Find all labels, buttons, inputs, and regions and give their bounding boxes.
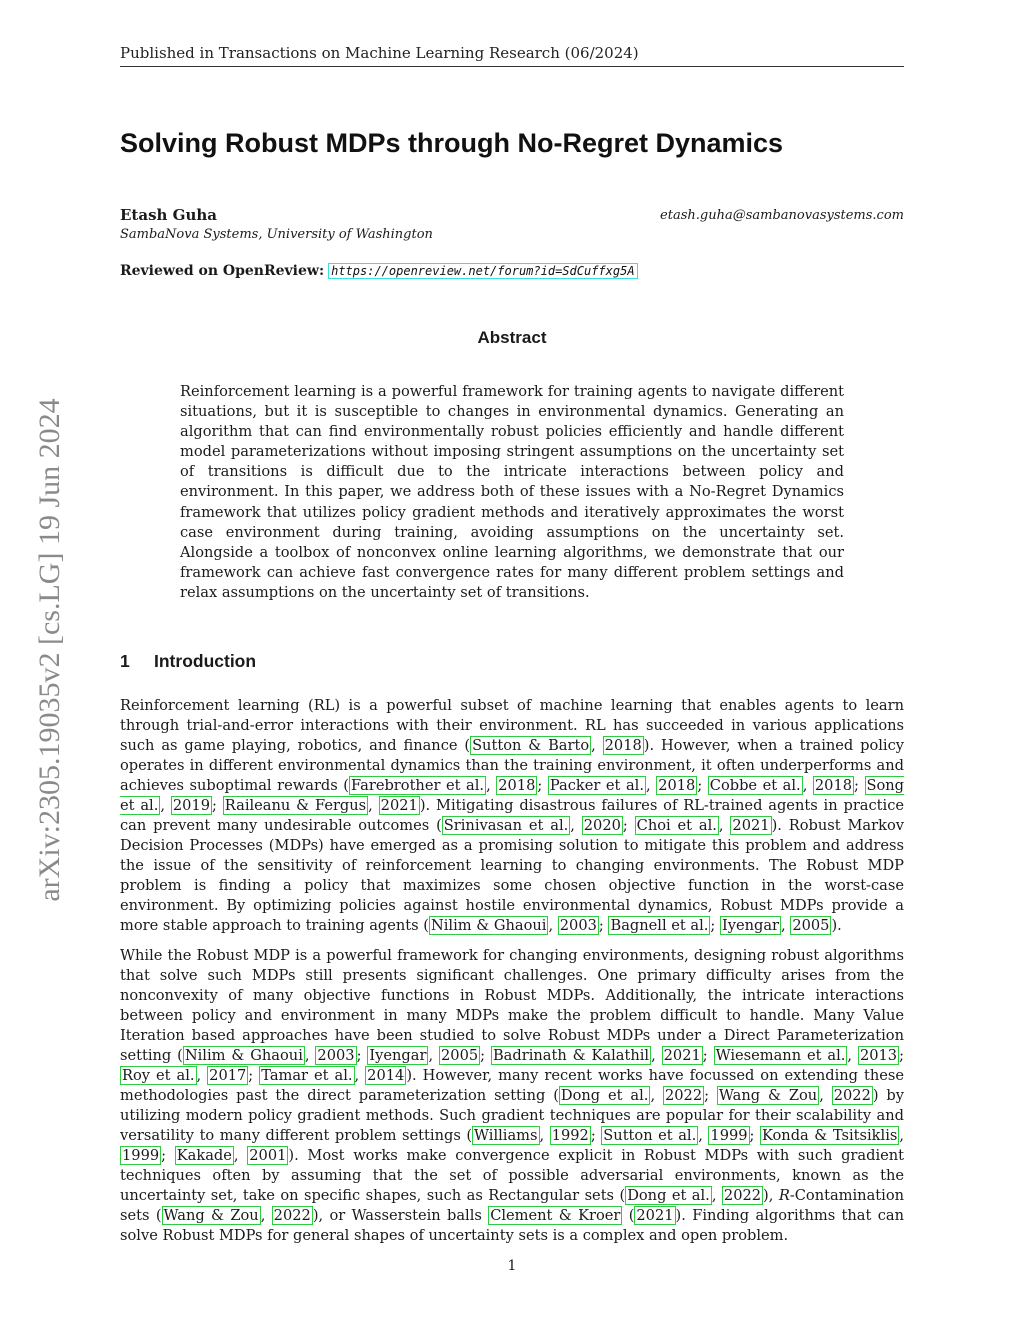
citation-link[interactable]: 2020 bbox=[583, 817, 621, 834]
abstract-heading: Abstract bbox=[477, 328, 547, 347]
section-title: Introduction bbox=[154, 651, 257, 671]
citation-link[interactable]: 1999 bbox=[122, 1147, 160, 1164]
r-symbol: R bbox=[778, 1187, 790, 1204]
citation-link[interactable]: Cobbe et al. bbox=[709, 777, 801, 794]
citation-link[interactable]: Raileanu & Fergus bbox=[224, 797, 367, 814]
citation-link[interactable]: Choi et al. bbox=[636, 817, 717, 834]
citation-link[interactable]: Packer et al. bbox=[549, 777, 644, 794]
page-number: 1 bbox=[507, 1258, 517, 1274]
citation-link[interactable]: Nilim & Ghaoui bbox=[430, 917, 547, 934]
abstract-text: Reinforcement learning is a powerful framework for training agents to navigate different situations, but it is susceptible to changes in environmental dynamics. Generating an algorithm that can find environmentally robust policies efficiently and handle different model parameterizations without imposing stringent assumptions on the uncertainty set of transitions is difficult due to the intricate interactions between policy and environment. In this paper, we address both of these issues with a No-Regret Dynamics framework that utilizes policy gradient methods and iteratively approximates the worst case environment during training, avoiding assumptions on the uncertainty set. Alongside a toolbox of nonconvex online learning algorithms, we demonstrate that our framework can achieve fast convergence rates for many different problem settings and relax assumptions on the uncertainty set of transitions. bbox=[180, 383, 844, 601]
citation-link[interactable]: Sutton & Barto bbox=[472, 737, 590, 754]
citation-link[interactable]: 2021 bbox=[636, 1207, 674, 1224]
paper-title: Solving Robust MDPs through No-Regret Dynamics bbox=[120, 128, 784, 158]
citation-link[interactable]: 2005 bbox=[792, 917, 830, 934]
citation-link[interactable]: 2005 bbox=[441, 1047, 479, 1064]
review-line bbox=[120, 263, 638, 279]
citation-link[interactable]: Bagnell et al. bbox=[610, 917, 709, 934]
citation-link[interactable]: Badrinath & Kalathil bbox=[492, 1047, 650, 1064]
citation-link[interactable]: Clement & Kroer bbox=[490, 1207, 621, 1224]
citation-link[interactable]: Iyengar bbox=[721, 917, 780, 934]
citation-link[interactable]: 2022 bbox=[833, 1087, 871, 1104]
citation-link[interactable]: Farebrother et al. bbox=[351, 777, 485, 794]
citation-link[interactable]: Roy et al. bbox=[122, 1067, 195, 1084]
citation-link[interactable]: 2021 bbox=[380, 797, 418, 814]
review-label: Reviewed on OpenReview: bbox=[120, 263, 325, 279]
intro-paragraph-1: Reinforcement learning (RL) is a powerful subset of machine learning that enables agents to learn through trial-and-error interactions with their environment. RL has succeeded in various applications such as game playing, robotics, and finance ( Sutton & Barto , 2018 ). However, when a trained policy operates in different environmental dynamics than the training environment, it often underperforms and achieves suboptimal rewards ( Farebrother et al. , 2018 ; Packer et al. , 2018 ; Cobbe et al. , 2018 ; Song et al. , 2019 ; Raileanu & Fergus , 2021 ). Mitigating disastrous failures of RL-trained agents in practice can prevent many undesirable outcomes ( Srinivasan et al. , 2020 ; Choi et al. , 2021 ). Robust Markov Decision Processes (MDPs) have emerged as a promising solution to mitigate this problem and address the issue of the sensitivity of reinforcement learning to changing environments. The Robust MDP problem is finding a policy that maximizes some chosen objective function in the worst-case environment. By optimizing policies against hostile environmental dynamics, Robust MDPs provide a more stable approach to training agents ( Nilim & Ghaoui , 2003 ; Bagnell et al. ; Iyengar , 2005 ). bbox=[120, 697, 905, 934]
citation-link[interactable]: Wang & Zou bbox=[718, 1087, 818, 1104]
arxiv-id: arXiv:2305.19035v2 [cs.LG] 19 Jun 2024 bbox=[33, 398, 66, 902]
citation-link[interactable]: 2018 bbox=[604, 737, 642, 754]
citation-link[interactable]: Dong et al. bbox=[627, 1187, 710, 1204]
citation-link[interactable]: Nilim & Ghaoui bbox=[184, 1047, 303, 1064]
citation-link[interactable]: 2017 bbox=[209, 1067, 247, 1084]
abstract-body bbox=[180, 382, 844, 603]
citation-link[interactable]: 1992 bbox=[551, 1127, 589, 1144]
citation-link[interactable]: Wang & Zou bbox=[163, 1207, 259, 1224]
citation-link[interactable]: 2021 bbox=[663, 1047, 701, 1064]
citation-link[interactable]: Dong et al. bbox=[560, 1087, 649, 1104]
citation-link[interactable]: 2001 bbox=[249, 1147, 287, 1164]
citation-link[interactable]: Kakade bbox=[176, 1147, 232, 1164]
section-number: 1 bbox=[120, 651, 130, 671]
citation-link[interactable]: Konda & Tsitsiklis bbox=[762, 1127, 898, 1144]
citation-link[interactable]: Wiesemann et al. bbox=[715, 1047, 846, 1064]
citation-link[interactable]: Sutton et al. bbox=[603, 1127, 697, 1144]
citation-link[interactable]: 2003 bbox=[317, 1047, 355, 1064]
citation-link[interactable]: Song et al. bbox=[120, 777, 905, 814]
citation-link[interactable]: 2018 bbox=[814, 777, 853, 794]
citation-link[interactable]: 2022 bbox=[664, 1087, 703, 1104]
citation-link[interactable]: 1999 bbox=[710, 1127, 748, 1144]
citation-link[interactable]: Williams bbox=[474, 1127, 538, 1144]
citation-link[interactable]: 2003 bbox=[559, 917, 597, 934]
citation-link[interactable]: 2013 bbox=[859, 1047, 898, 1064]
intro-paragraph-2: While the Robust MDP is a powerful framework for changing environments, designing robust algorithms that solve such MDPs still presents significant challenges. One primary difficulty arises from the nonconvexity of many objective functions in Robust MDPs. Additionally, the intricate interactions between policy and environment in many MDPs make the problem difficult to handle. Many Value Iteration based approaches have been studied to solve Robust MDPs under a Direct Parameterization setting ( Nilim & Ghaoui , 2003 ; Iyengar , 2005 ; Badrinath & Kalathil , 2021 ; Wiesemann et al. , 2013 ; Roy et al. , 2017 ; Tamar et al. , 2014 ). However, many recent works have focussed on extending these methodologies past the direct parameterization setting ( Dong et al. , 2022 ; Wang & Zou , 2022 ) by utilizing modern policy gradient methods. Such gradient techniques are popular for their scalability and versatility to many different problem settings ( Williams , 1992 ; Sutton et al. , 1999 ; Konda & Tsitsiklis , 1999 ; Kakade , 2001 ). Most works make convergence explicit in Robust MDPs with such gradient techniques often by assuming that the set of possible adversarial environments, known as the uncertainty set, take on specific shapes, such as Rectangular sets ( Dong et al. , 2022 ), R-Contamination sets ( Wang & Zou , 2022 ), or Wasserstein balls Clement & Kroer ( 2021 ). Finding algorithms that can solve Robust MDPs for general shapes of uncertainty sets is a complex and open problem. bbox=[120, 947, 905, 1244]
citation-link[interactable]: Srinivasan et al. bbox=[443, 817, 569, 834]
citation-link[interactable]: 2022 bbox=[273, 1207, 311, 1224]
citation-link[interactable]: Tamar et al. bbox=[261, 1067, 353, 1084]
citation-link[interactable]: 2021 bbox=[732, 817, 770, 834]
citation-link[interactable]: Iyengar bbox=[369, 1047, 427, 1064]
author-name: Etash Guha bbox=[120, 206, 217, 224]
citation-link[interactable]: 2018 bbox=[658, 777, 696, 794]
author-email[interactable]: etash.guha@sambanovasystems.com bbox=[660, 208, 904, 223]
header-rule bbox=[120, 66, 904, 67]
journal-header: Published in Transactions on Machine Learning Research (06/2024) bbox=[120, 44, 639, 62]
citation-link[interactable]: 2018 bbox=[498, 777, 536, 794]
openreview-link[interactable]: https://openreview.net/forum?id=SdCuffxg5A bbox=[328, 263, 637, 279]
citation-link[interactable]: 2014 bbox=[367, 1067, 405, 1084]
citation-link[interactable]: 2019 bbox=[172, 797, 211, 814]
section-heading bbox=[120, 651, 256, 672]
author-affiliation: SambaNova Systems, University of Washington bbox=[120, 227, 433, 242]
arxiv-sidebar bbox=[30, 360, 70, 940]
citation-link[interactable]: 2022 bbox=[723, 1187, 762, 1204]
